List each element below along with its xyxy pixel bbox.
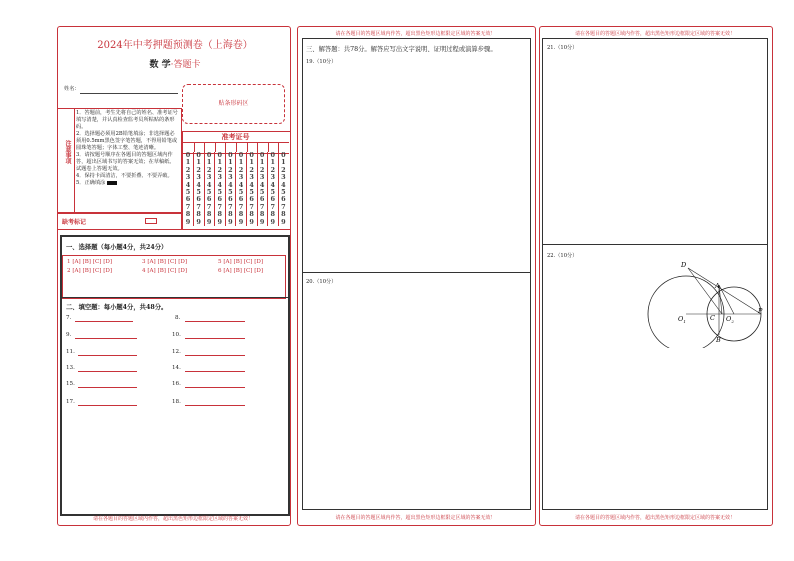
- line-d-c: [688, 268, 722, 314]
- exam-number-digit[interactable]: 2: [270, 165, 276, 174]
- exam-number-digit[interactable]: 7: [196, 202, 201, 211]
- fill-q13-label: 13.: [66, 365, 75, 371]
- exam-number-cell-divider: [278, 142, 279, 152]
- exam-number-digit[interactable]: 4: [196, 180, 201, 189]
- line-d-p: [688, 268, 761, 314]
- q19-divider: [302, 272, 530, 273]
- exam-number-digit[interactable]: 8: [270, 210, 276, 219]
- q22-figure: [640, 258, 766, 348]
- exam-number-column[interactable]: [257, 152, 268, 226]
- exam-number-digit[interactable]: 0: [228, 151, 233, 159]
- exam-number-digit[interactable]: 4: [281, 180, 286, 189]
- q20-label: 20.（10分）: [306, 279, 337, 285]
- choice-q2[interactable]: 2 [A] [B] [C] [D]: [67, 268, 113, 274]
- exam-number-digit[interactable]: 5: [238, 188, 244, 197]
- exam-number-digit[interactable]: 4: [185, 180, 191, 189]
- barcode-area: [182, 84, 285, 124]
- exam-number-cell-divider: [247, 142, 248, 152]
- absent-label: 缺考标记: [62, 219, 87, 226]
- exam-number-digit[interactable]: 2: [259, 165, 265, 174]
- exam-number-digit[interactable]: 1: [249, 158, 254, 167]
- exam-number-digit[interactable]: 7: [217, 202, 223, 211]
- fill-q12-label: 12.: [172, 349, 181, 355]
- exam-number-digit[interactable]: 6: [238, 195, 244, 204]
- fill-q8-label: 8.: [175, 315, 181, 321]
- circle-o1: [648, 276, 724, 348]
- fill-q15-label: 15.: [66, 381, 75, 387]
- exam-number-digit[interactable]: 3: [228, 173, 233, 182]
- subject-name: 数 学: [149, 60, 171, 70]
- exam-title: 2024年中考押题预测卷（上海卷）: [97, 40, 253, 51]
- exam-number-digit[interactable]: 2: [196, 165, 201, 174]
- exam-number-digit[interactable]: 8: [259, 210, 265, 219]
- exam-number-digit[interactable]: 0: [238, 151, 244, 159]
- exam-number-digit[interactable]: 4: [228, 180, 233, 189]
- warning-notice: 请在各题目的答题区域内作答，超出黑色矩形边框限定区域的答案无效！: [92, 516, 253, 522]
- exam-number-digit[interactable]: 7: [249, 202, 254, 211]
- exam-number-digit[interactable]: 3: [196, 173, 201, 182]
- exam-number-digit[interactable]: 9: [228, 217, 233, 226]
- exam-number-column[interactable]: [194, 152, 205, 226]
- exam-number-column[interactable]: [183, 152, 194, 226]
- exam-number-digit[interactable]: 9: [270, 217, 276, 226]
- note-item-text: 5．正确填涂: [76, 180, 106, 187]
- label-d: D: [681, 261, 687, 269]
- exam-number-digit[interactable]: 4: [249, 180, 254, 189]
- exam-number-digit[interactable]: 1: [228, 158, 233, 167]
- exam-number-digit[interactable]: 8: [196, 210, 201, 219]
- q19-label: 19.（10分）: [306, 59, 337, 65]
- fill-q14-label: 14.: [172, 365, 181, 371]
- exam-number-digit[interactable]: 6: [206, 195, 212, 204]
- exam-number-digit[interactable]: 6: [270, 195, 276, 204]
- exam-number-digit[interactable]: 7: [259, 202, 265, 211]
- fill-q8-line[interactable]: [185, 321, 245, 322]
- choice-q3[interactable]: 3 [A] [B] [C] [D]: [142, 259, 188, 265]
- q19-20-box: [302, 38, 531, 510]
- exam-number-digit[interactable]: 9: [238, 217, 244, 226]
- exam-number-digit[interactable]: 2: [217, 165, 223, 174]
- exam-number-digit[interactable]: 4: [259, 180, 265, 189]
- exam-number-digit[interactable]: 5: [206, 188, 212, 197]
- exam-number-digit[interactable]: 7: [238, 202, 244, 211]
- exam-number-digit[interactable]: 1: [270, 158, 276, 167]
- exam-number-cell-divider: [204, 142, 205, 152]
- fill-q9-label: 9.: [66, 332, 72, 338]
- exam-number-digit[interactable]: 3: [238, 173, 244, 182]
- note-item: 4．保持卡面清洁，不要折叠、不要弄破。: [76, 173, 173, 180]
- fill-q18-line[interactable]: [185, 405, 245, 406]
- exam-number-digit[interactable]: 6: [281, 195, 286, 204]
- label-p: P: [758, 307, 763, 315]
- fill-q11-line[interactable]: [78, 355, 137, 356]
- section3-title: 三、解答题：共78分。解答应写出文字说明、证明过程或演算步骤。: [306, 46, 497, 53]
- exam-number-digit[interactable]: 4: [270, 180, 276, 189]
- exam-number-digit[interactable]: 8: [206, 210, 212, 219]
- exam-number-digit[interactable]: 5: [196, 188, 201, 197]
- exam-number-digit[interactable]: 7: [281, 202, 286, 211]
- note-item: 1．答题前，考生先将自己的姓名、准考证号填写清楚，并认真检查监考员所粘贴的条形码。: [76, 110, 178, 131]
- exam-number-digit[interactable]: 2: [238, 165, 244, 174]
- warning-notice: 请在各题目的答题区域内作答，超出黑色矩形边框限定区域的答案无效！: [335, 515, 496, 521]
- exam-number-digit[interactable]: 2: [249, 165, 254, 174]
- exam-number-digit[interactable]: 0: [185, 151, 191, 159]
- exam-number-digit[interactable]: 9: [259, 217, 265, 226]
- fill-q18-label: 18.: [172, 399, 181, 405]
- exam-number-digit[interactable]: 4: [206, 180, 212, 189]
- exam-number-digit[interactable]: 1: [281, 158, 286, 167]
- subject-title: [125, 57, 225, 70]
- exam-number-digit[interactable]: 5: [185, 188, 191, 197]
- fill-q14-line[interactable]: [185, 371, 245, 372]
- exam-number-digit[interactable]: 7: [206, 202, 212, 211]
- exam-number-digit[interactable]: 5: [259, 188, 265, 197]
- choice-q5[interactable]: 5 [A] [B] [C] [D]: [218, 259, 264, 265]
- exam-number-digit[interactable]: 0: [249, 151, 254, 159]
- section1-title: 一、选择题（每小题4分，共24分）: [66, 244, 168, 251]
- choice-q6[interactable]: 6 [A] [B] [C] [D]: [218, 268, 264, 274]
- exam-number-digit[interactable]: 1: [238, 158, 244, 167]
- notes-heading: 注意事项: [64, 140, 71, 164]
- exam-number-digit[interactable]: 0: [281, 151, 286, 159]
- exam-number-cell-divider: [268, 142, 269, 152]
- exam-number-cell-divider: [225, 142, 226, 152]
- exam-number-digit[interactable]: 2: [206, 165, 212, 174]
- exam-number-digit[interactable]: 7: [270, 202, 276, 211]
- fill-q17-label: 17.: [66, 399, 75, 405]
- exam-number-cell-divider: [194, 142, 195, 152]
- exam-number-digit[interactable]: 5: [217, 188, 223, 197]
- exam-number-digit[interactable]: 7: [228, 202, 233, 211]
- name-field[interactable]: [80, 93, 178, 94]
- exam-number-digit[interactable]: 1: [259, 158, 265, 167]
- choice-q1[interactable]: 1 [A] [B] [C] [D]: [67, 259, 113, 265]
- exam-number-digit[interactable]: 2: [228, 165, 233, 174]
- q22-label: 22.（10分）: [547, 253, 578, 259]
- absent-checkbox[interactable]: [145, 218, 157, 224]
- fill-q16-label: 16.: [172, 381, 181, 387]
- section2-title: 二、填空题：每小题4分，共48分。: [66, 304, 168, 311]
- warning-notice: 请在各题目的答题区域内作答，超出黑色矩形边框限定区域的答案无效！: [574, 31, 735, 37]
- exam-number-digit[interactable]: 7: [185, 202, 191, 211]
- exam-number-column[interactable]: [204, 152, 215, 226]
- exam-number-digit[interactable]: 5: [281, 188, 286, 197]
- exam-number-digit[interactable]: 3: [206, 173, 212, 182]
- note-item: [76, 180, 178, 187]
- exam-number-digit[interactable]: 3: [249, 173, 254, 182]
- fill-q9-line[interactable]: [75, 338, 137, 339]
- exam-number-digit[interactable]: 5: [270, 188, 276, 197]
- note-item: 3．请按题号顺序在各题目的答题区域内作答，超出区域书写的答案无效；在草稿纸、试题卷上答题无效。: [76, 152, 175, 173]
- note-item: 2．选择题必须用2B铅笔填涂；非选择题必须用0.5mm黑色签字笔答题，不得用铅笔或圆珠笔答题；字体工整、笔迹清晰。: [76, 131, 178, 152]
- exam-number-digit[interactable]: 6: [185, 195, 191, 204]
- label-o2: $O_2$: [726, 315, 734, 324]
- name-label: 姓名：: [64, 86, 80, 92]
- label-c: C: [710, 314, 715, 322]
- exam-number-digit[interactable]: 3: [259, 173, 265, 182]
- fill-q17-line[interactable]: [78, 405, 137, 406]
- exam-number-column[interactable]: [278, 152, 288, 226]
- exam-number-digit[interactable]: 4: [238, 180, 244, 189]
- exam-number-digit[interactable]: 2: [281, 165, 286, 174]
- fill-q12-line[interactable]: [185, 355, 245, 356]
- warning-notice: 请在各题目的答题区域内作答，超出黑色矩形边框限定区域的答案无效！: [574, 515, 735, 521]
- exam-number-digit[interactable]: 3: [270, 173, 276, 182]
- choice-q4[interactable]: 4 [A] [B] [C] [D]: [142, 268, 188, 274]
- exam-number-digit[interactable]: 8: [238, 210, 244, 219]
- exam-number-digit[interactable]: 6: [249, 195, 254, 204]
- label-a: A: [715, 282, 720, 290]
- exam-number-digit[interactable]: 0: [270, 151, 276, 159]
- filled-sample: [107, 181, 117, 185]
- exam-number-digit[interactable]: 8: [249, 210, 254, 219]
- exam-number-digit[interactable]: 5: [228, 188, 233, 197]
- exam-number-column[interactable]: [268, 152, 279, 226]
- fill-q16-line[interactable]: [185, 387, 245, 388]
- fill-q15-line[interactable]: [78, 387, 137, 388]
- exam-number-digit[interactable]: 9: [281, 217, 286, 226]
- barcode-label: 贴条形码区: [218, 100, 249, 107]
- exam-number-digit[interactable]: 9: [249, 217, 254, 226]
- exam-number-digit[interactable]: 2: [185, 165, 191, 174]
- exam-number-column[interactable]: [215, 152, 226, 226]
- exam-number-digit[interactable]: 3: [217, 173, 223, 182]
- exam-number-digit[interactable]: 8: [185, 210, 191, 219]
- fill-q7-label: 7.: [66, 315, 72, 321]
- exam-number-digit[interactable]: 9: [217, 217, 223, 226]
- exam-number-digit[interactable]: 8: [217, 210, 223, 219]
- exam-number-digit[interactable]: 6: [196, 195, 201, 204]
- exam-number-digit[interactable]: 4: [217, 180, 223, 189]
- exam-number-digit[interactable]: 1: [217, 158, 223, 167]
- exam-number-column[interactable]: [225, 152, 236, 226]
- exam-number-digit[interactable]: 8: [228, 210, 233, 219]
- exam-number-digit[interactable]: 1: [206, 158, 212, 167]
- fill-q7-line[interactable]: [75, 321, 133, 322]
- exam-number-digit[interactable]: 1: [196, 158, 201, 167]
- exam-number-cell-divider: [236, 142, 237, 152]
- fill-q10-line[interactable]: [185, 338, 245, 339]
- exam-number-column[interactable]: [247, 152, 258, 226]
- exam-number-digit[interactable]: 6: [217, 195, 223, 204]
- exam-number-digit[interactable]: 0: [196, 151, 201, 159]
- label-b: B: [716, 336, 721, 344]
- exam-number-label: 准考证号: [221, 132, 250, 141]
- fill-q10-label: 10.: [172, 332, 181, 338]
- warning-notice: 请在各题目的答题区域内作答，超出黑色矩形边框限定区域的答案无效！: [335, 31, 496, 37]
- fill-q11-label: 11.: [66, 349, 75, 355]
- exam-number-digit[interactable]: 0: [217, 151, 223, 159]
- q21-divider: [542, 244, 767, 245]
- exam-number-digit[interactable]: 9: [206, 217, 212, 226]
- notes-list: [76, 110, 178, 187]
- exam-number-digit[interactable]: 3: [281, 173, 286, 182]
- exam-number-digit[interactable]: 6: [259, 195, 265, 204]
- q21-label: 21.（10分）: [547, 45, 578, 51]
- exam-number-cell-divider: [257, 142, 258, 152]
- exam-number-digit[interactable]: 0: [259, 151, 265, 159]
- card-label: ·答题卡: [170, 60, 201, 70]
- exam-number-digit[interactable]: 5: [249, 188, 254, 197]
- exam-number-digit[interactable]: 0: [206, 151, 212, 159]
- exam-number-digit[interactable]: 6: [228, 195, 233, 204]
- exam-number-digit[interactable]: 1: [185, 158, 191, 167]
- label-o1: $O_1$: [678, 315, 686, 324]
- section-divider: [60, 297, 288, 298]
- exam-number-digit[interactable]: 9: [196, 217, 201, 226]
- exam-number-cell-divider: [215, 142, 216, 152]
- exam-number-column[interactable]: [236, 152, 247, 226]
- exam-number-digit[interactable]: 8: [281, 210, 286, 219]
- exam-number-digit[interactable]: 9: [185, 217, 191, 226]
- exam-number-digit[interactable]: 3: [185, 173, 191, 182]
- fill-q13-line[interactable]: [78, 371, 137, 372]
